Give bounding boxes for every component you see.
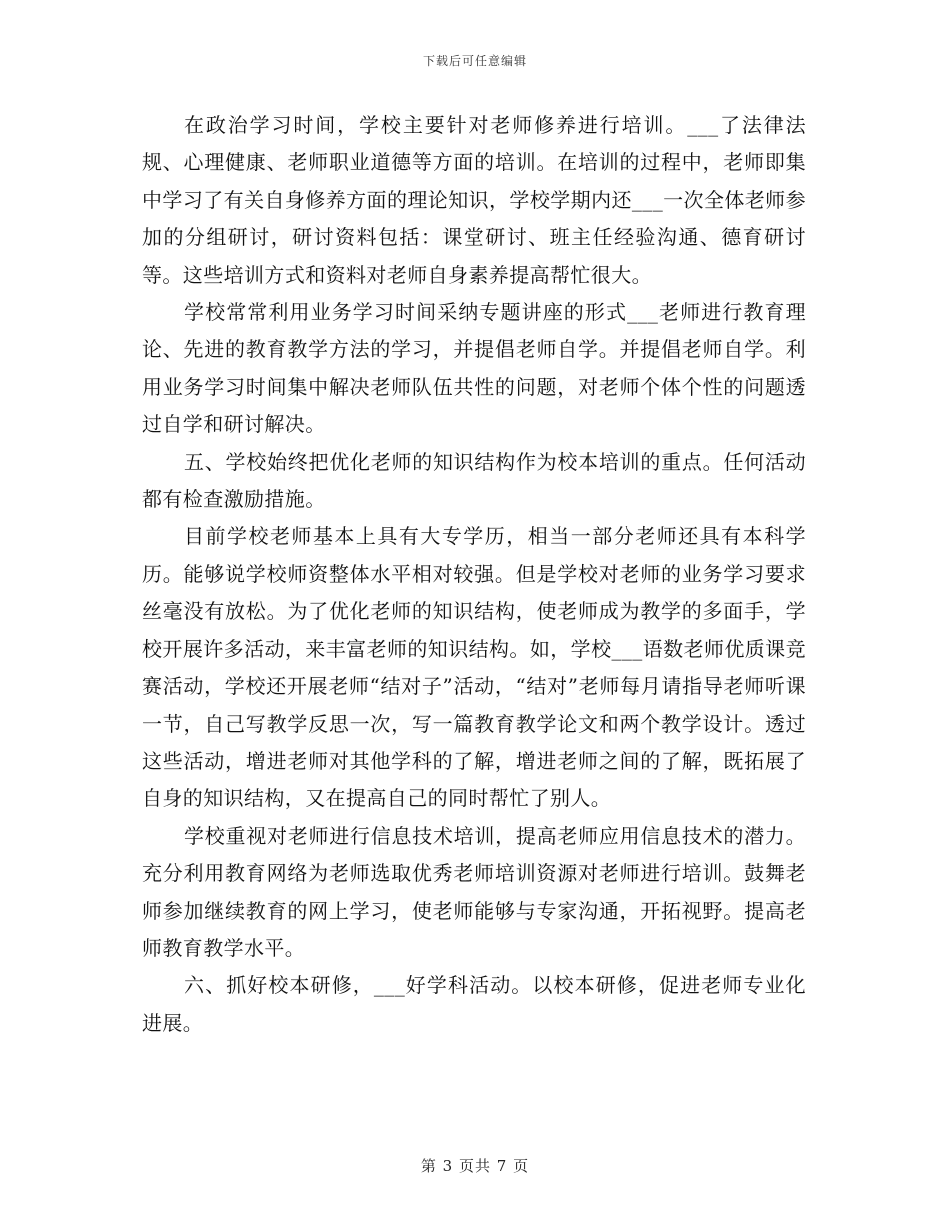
page-header: 下载后可任意编辑: [422, 54, 527, 68]
paragraph-section-six: 六、抓好校本研修，___好学科活动。以校本研修，促进老师专业化进展。: [142, 973, 806, 1035]
paragraph-it-training: 学校重视对老师进行信息技术培训，提高老师应用信息技术的潜力。充分利用教育网络为老师选取优秀老师培训资源对老师进行培训。鼓舞老师参加继续教育的网上学习，使老师能够与专家沟通，开拓视野。提高老师教育教学水平。: [142, 823, 806, 960]
paragraph-business-study: 学校常常利用业务学习时间采纳专题讲座的形式___老师进行教育理论、先进的教育教学方法的学习，并提倡老师自学。并提倡老师自学。利用业务学习时间集中解决老师队伍共性的问题，对老师个体个性的问题透过自学和研讨解决。: [142, 300, 806, 437]
paragraph-section-five: 五、学校始终把优化老师的知识结构作为校本培训的重点。任何活动都有检查激励措施。: [142, 449, 806, 512]
page-number: 第 3 页共 7 页: [420, 1157, 530, 1175]
paragraph-teacher-qualifications: 目前学校老师基本上具有大专学历，相当一部分老师还具有本科学历。能够说学校师资整体水平相对较强。但是学校对老师的业务学习要求丝毫没有放松。为了优化老师的知识结构，使老师成为教学的多面手，学校开展许多活动，来丰富老师的知识结构。如，学校___语数老师优质课竞赛活动，学校还开展老师“结对子”活动，“结对”老师每月请指导老师听课一节，自己写教学反思一次，写一篇教育教学论文和两个教学设计。透过这些活动，增进老师对其他学科的了解，增进老师之间的了解，既拓展了自身的知识结构，又在提高自己的同时帮忙了别人。: [142, 524, 806, 811]
document-body: [142, 107, 806, 1042]
paragraph-political-study: 在政治学习时间，学校主要针对老师修养进行培训。___了法律法规、心理健康、老师职业道德等方面的培训。在培训的过程中，老师即集中学习了有关自身修养方面的理论知识，学校学期内还___一次全体老师参加的分组研讨，研讨资料包括：课堂研讨、班主任经验沟通、德育研讨等。这些培训方式和资料对老师自身素养提高帮忙很大。: [142, 113, 806, 287]
